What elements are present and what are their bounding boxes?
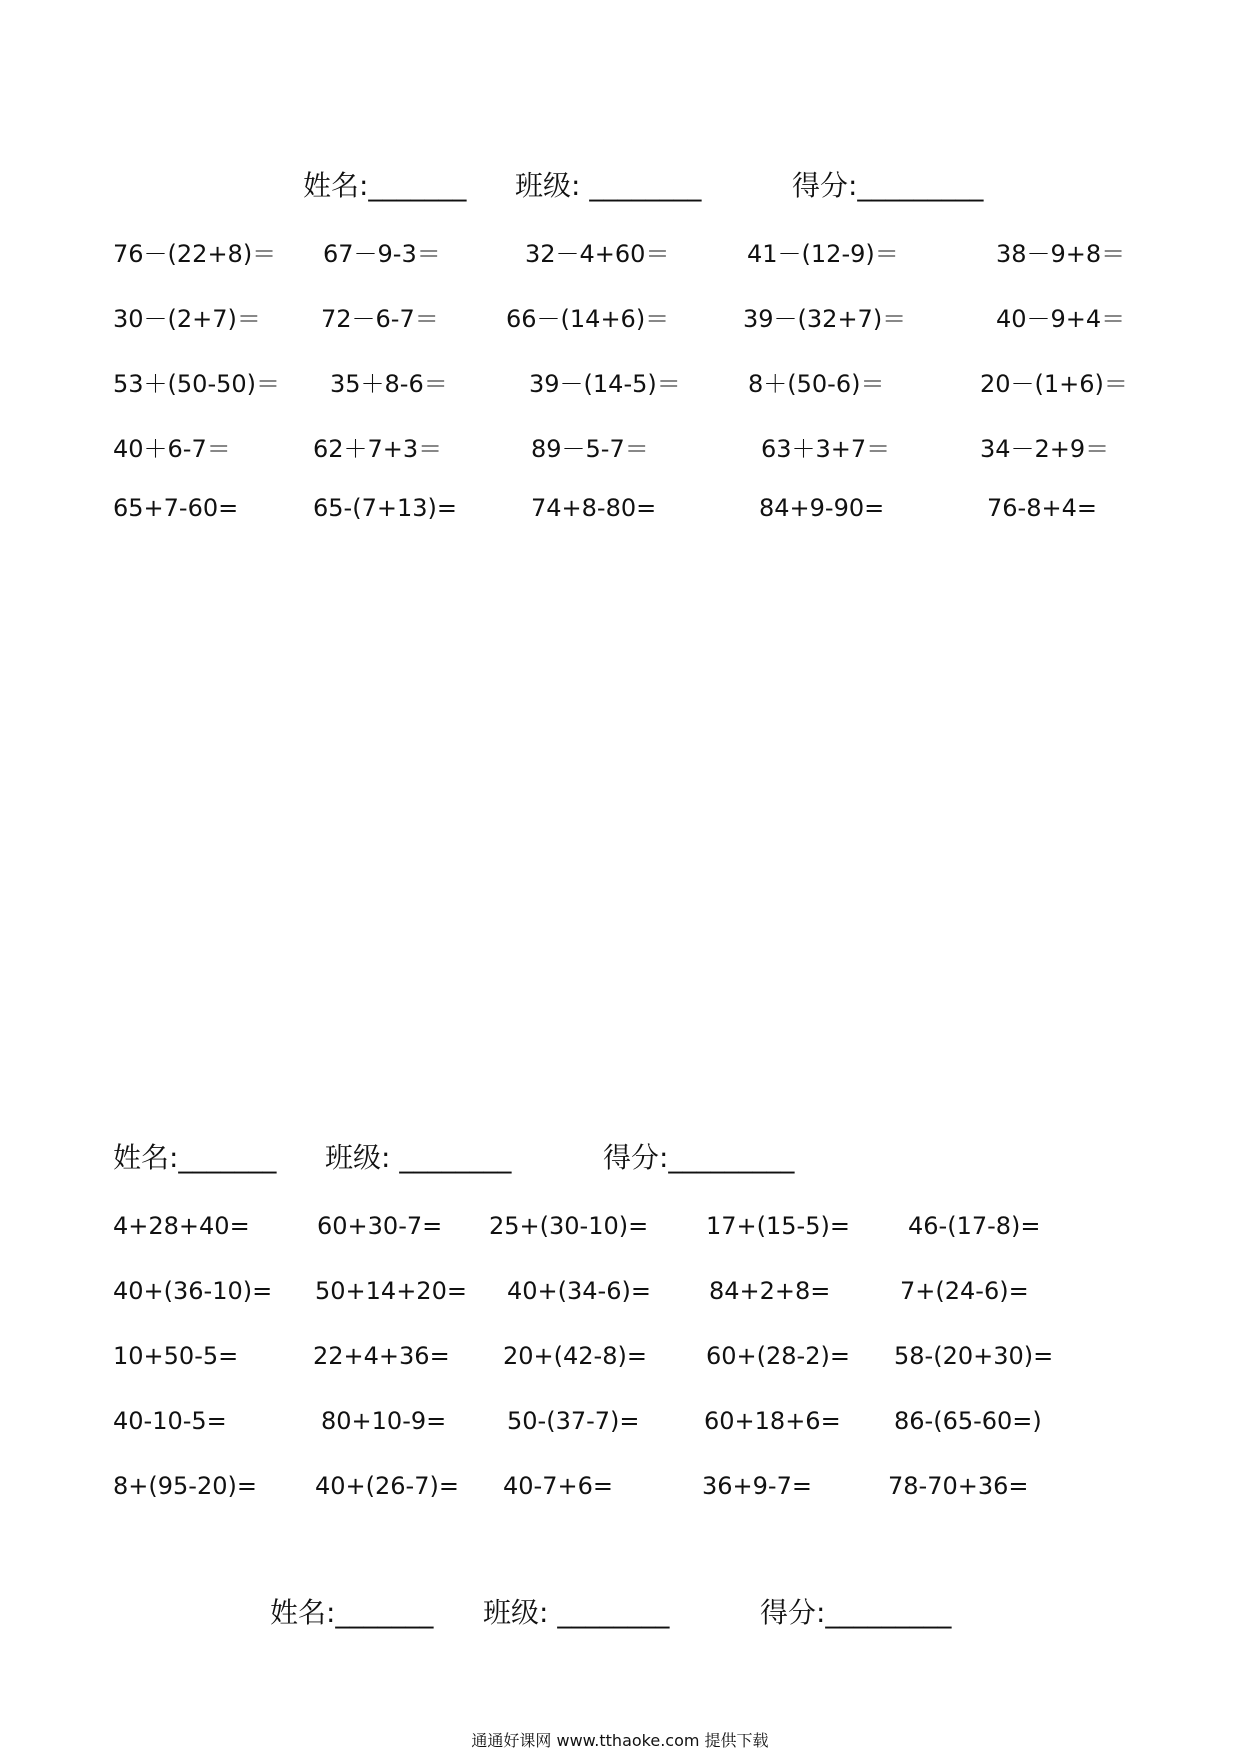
problem: 25+(30-10)= [489, 1212, 649, 1240]
problem: 30－(2+7)＝ [113, 305, 261, 333]
problem: 7+(24-6)= [900, 1277, 1029, 1305]
problem: 40+(36-10)= [113, 1277, 273, 1305]
problem: 40+(34-6)= [507, 1277, 651, 1305]
problem: 46-(17-8)= [908, 1212, 1041, 1240]
problem: 22+4+36= [313, 1342, 450, 1370]
problem: 32－4+60＝ [525, 240, 670, 268]
problem: 39－(32+7)＝ [743, 305, 907, 333]
class-field-label: 班级: ________ [483, 1596, 670, 1629]
problem: 86-(65-60=) [894, 1407, 1042, 1435]
problem: 39－(14-5)＝ [529, 370, 681, 398]
problem: 60+30-7= [317, 1212, 443, 1240]
name-field-label: 姓名:_______ [270, 1596, 434, 1629]
problem: 60+18+6= [704, 1407, 841, 1435]
problem: 34－2+9＝ [980, 435, 1110, 463]
problem: 41－(12-9)＝ [747, 240, 899, 268]
problem: 10+50-5= [113, 1342, 239, 1370]
problem: 76-8+4= [987, 494, 1097, 522]
problem: 40＋6-7＝ [113, 435, 231, 463]
problem: 72－6-7＝ [321, 305, 439, 333]
problem: 35＋8-6＝ [330, 370, 448, 398]
footer-credit: 通通好课网 www.tthaoke.com 提供下载 [471, 1731, 769, 1750]
problem: 8＋(50-6)＝ [748, 370, 885, 398]
problem: 65+7-60= [113, 494, 239, 522]
problem: 20－(1+6)＝ [980, 370, 1128, 398]
problem: 74+8-80= [531, 494, 657, 522]
problem: 65-(7+13)= [313, 494, 457, 522]
class-field-label: 班级: ________ [515, 169, 702, 202]
class-field-label: 班级: ________ [325, 1141, 512, 1174]
problem: 58-(20+30)= [894, 1342, 1054, 1370]
problem: 17+(15-5)= [706, 1212, 850, 1240]
problem: 8+(95-20)= [113, 1472, 257, 1500]
problem: 60+(28-2)= [706, 1342, 850, 1370]
problem: 80+10-9= [321, 1407, 447, 1435]
name-field-label: 姓名:_______ [303, 169, 467, 202]
section-2-header [0, 1136, 1240, 1176]
problem: 40+(26-7)= [315, 1472, 459, 1500]
score-field-label: 得分:_________ [760, 1596, 952, 1629]
problem: 66－(14+6)＝ [506, 305, 670, 333]
problem: 67－9-3＝ [323, 240, 441, 268]
problem: 89－5-7＝ [531, 435, 649, 463]
problem: 62＋7+3＝ [313, 435, 443, 463]
score-field-label: 得分:_________ [603, 1141, 795, 1174]
problem: 50-(37-7)= [507, 1407, 640, 1435]
problem: 78-70+36= [888, 1472, 1029, 1500]
problem: 53＋(50-50)＝ [113, 370, 281, 398]
problem: 50+14+20= [315, 1277, 467, 1305]
section-3-header [0, 1591, 1240, 1631]
section-1-header [0, 164, 1240, 204]
problem: 63＋3+7＝ [761, 435, 891, 463]
problem: 38－9+8＝ [996, 240, 1126, 268]
score-field-label: 得分:_________ [792, 169, 984, 202]
problem: 76－(22+8)＝ [113, 240, 277, 268]
problem: 4+28+40= [113, 1212, 250, 1240]
problem: 40-7+6= [503, 1472, 613, 1500]
problem: 84+2+8= [709, 1277, 831, 1305]
problem: 40－9+4＝ [996, 305, 1126, 333]
problem: 20+(42-8)= [503, 1342, 647, 1370]
problem: 84+9-90= [759, 494, 885, 522]
name-field-label: 姓名:_______ [113, 1141, 277, 1174]
problem: 36+9-7= [702, 1472, 812, 1500]
problem: 40-10-5= [113, 1407, 227, 1435]
